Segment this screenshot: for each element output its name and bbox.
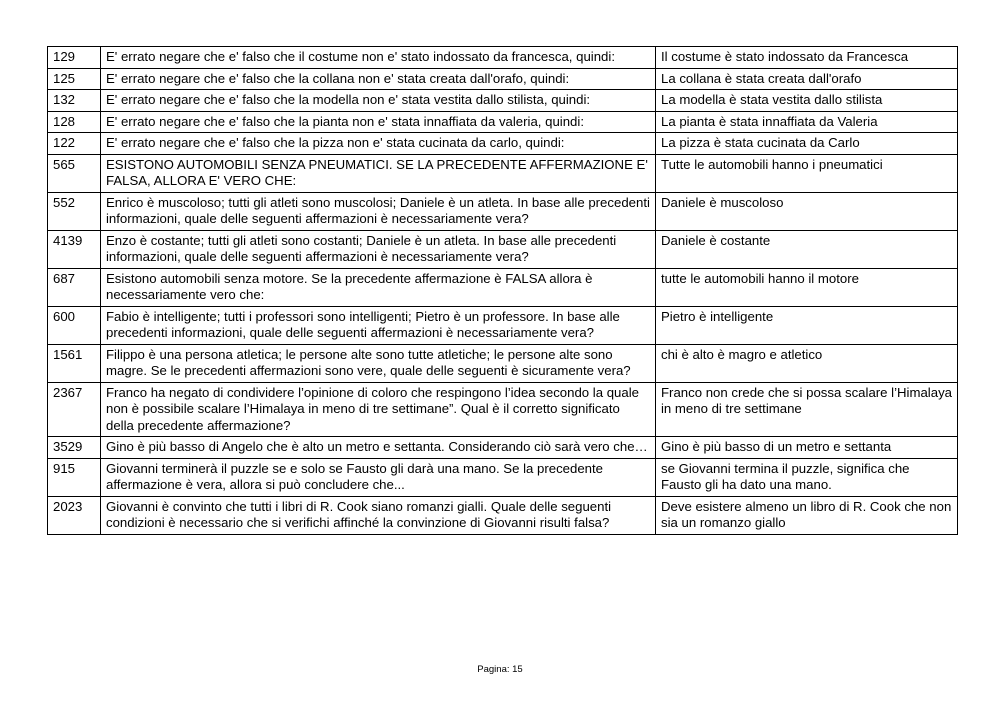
question-cell: Giovanni terminerà il puzzle se e solo se Fausto gli darà una mano. Se la precedente affermazione è vera, allora si può concludere che... <box>101 458 656 496</box>
row-id-cell: 125 <box>48 68 101 90</box>
row-id-cell: 687 <box>48 268 101 306</box>
question-cell: Enzo è costante; tutti gli atleti sono costanti; Daniele è un atleta. In base alle precedenti informazioni, quale delle seguenti affermazioni è necessariamente vera? <box>101 230 656 268</box>
table-row <box>48 47 958 69</box>
row-id-cell: 3529 <box>48 437 101 459</box>
answer-cell: La pianta è stata innaffiata da Valeria <box>656 111 958 133</box>
answer-cell: Il costume è stato indossato da Francesca <box>656 47 958 69</box>
row-id-cell: 2367 <box>48 382 101 437</box>
table-row <box>48 192 958 230</box>
question-cell: Fabio è intelligente; tutti i professori sono intelligenti; Pietro è un professore. In base alle precedenti informazioni, quale delle seguenti affermazioni è necessariamente vera? <box>101 306 656 344</box>
table-row <box>48 268 958 306</box>
table-row <box>48 133 958 155</box>
table-row <box>48 111 958 133</box>
row-id-cell: 2023 <box>48 496 101 534</box>
answer-cell: La collana è stata creata dall'orafo <box>656 68 958 90</box>
answer-cell: Gino è più basso di un metro e settanta <box>656 437 958 459</box>
row-id-cell: 132 <box>48 90 101 112</box>
question-cell: Gino è più basso di Angelo che è alto un metro e settanta. Considerando ciò sarà vero che… <box>101 437 656 459</box>
table-row <box>48 496 958 534</box>
table-row <box>48 154 958 192</box>
row-id-cell: 600 <box>48 306 101 344</box>
question-cell: Esistono automobili senza motore. Se la precedente affermazione è FALSA allora è necessariamente vero che: <box>101 268 656 306</box>
row-id-cell: 565 <box>48 154 101 192</box>
question-cell: ESISTONO AUTOMOBILI SENZA PNEUMATICI. SE LA PRECEDENTE AFFERMAZIONE E' FALSA, ALLORA E' VERO CHE: <box>101 154 656 192</box>
answer-cell: Franco non crede che si possa scalare l’Himalaya in meno di tre settimane <box>656 382 958 437</box>
row-id-cell: 552 <box>48 192 101 230</box>
qa-table <box>47 46 958 535</box>
table-row <box>48 344 958 382</box>
row-id-cell: 129 <box>48 47 101 69</box>
answer-cell: Deve esistere almeno un libro di R. Cook che non sia un romanzo giallo <box>656 496 958 534</box>
table-row <box>48 90 958 112</box>
answer-cell: La modella è stata vestita dallo stilista <box>656 90 958 112</box>
question-cell: Franco ha negato di condividere l’opinione di coloro che respingono l’idea secondo la quale non è possibile scalare l’Himalaya in meno di tre settimane”. Qual è il corretto significato della precedente affermazione? <box>101 382 656 437</box>
question-cell: E' errato negare che e' falso che il costume non e' stato indossato da francesca, quindi: <box>101 47 656 69</box>
answer-cell: Pietro è intelligente <box>656 306 958 344</box>
answer-cell: Daniele è costante <box>656 230 958 268</box>
question-cell: E' errato negare che e' falso che la pianta non e' stata innaffiata da valeria, quindi: <box>101 111 656 133</box>
answer-cell: La pizza è stata cucinata da Carlo <box>656 133 958 155</box>
table-row <box>48 230 958 268</box>
question-cell: Filippo è una persona atletica; le persone alte sono tutte atletiche; le persone alte sono magre. Se le precedenti affermazioni sono vere, quale delle seguenti è sicuramente vera? <box>101 344 656 382</box>
row-id-cell: 915 <box>48 458 101 496</box>
row-id-cell: 122 <box>48 133 101 155</box>
row-id-cell: 4139 <box>48 230 101 268</box>
table-row <box>48 306 958 344</box>
question-cell: Enrico è muscoloso; tutti gli atleti sono muscolosi; Daniele è un atleta. In base alle precedenti informazioni, quale delle seguenti affermazioni è necessariamente vera? <box>101 192 656 230</box>
question-cell: Giovanni è convinto che tutti i libri di R. Cook siano romanzi gialli. Quale delle seguenti condizioni è necessario che si verifichi affinché la convinzione di Giovanni risulti falsa? <box>101 496 656 534</box>
question-cell: E' errato negare che e' falso che la pizza non e' stata cucinata da carlo, quindi: <box>101 133 656 155</box>
answer-cell: Tutte le automobili hanno i pneumatici <box>656 154 958 192</box>
row-id-cell: 128 <box>48 111 101 133</box>
table-row <box>48 382 958 437</box>
question-cell: E' errato negare che e' falso che la modella non e' stata vestita dallo stilista, quindi: <box>101 90 656 112</box>
table-row <box>48 437 958 459</box>
answer-cell: chi è alto è magro e atletico <box>656 344 958 382</box>
page-number: Pagina: 15 <box>477 664 523 675</box>
question-cell: E' errato negare che e' falso che la collana non e' stata creata dall'orafo, quindi: <box>101 68 656 90</box>
row-id-cell: 1561 <box>48 344 101 382</box>
table-row <box>48 68 958 90</box>
answer-cell: se Giovanni termina il puzzle, significa che Fausto gli ha dato una mano. <box>656 458 958 496</box>
answer-cell: tutte le automobili hanno il motore <box>656 268 958 306</box>
answer-cell: Daniele è muscoloso <box>656 192 958 230</box>
table-row <box>48 458 958 496</box>
